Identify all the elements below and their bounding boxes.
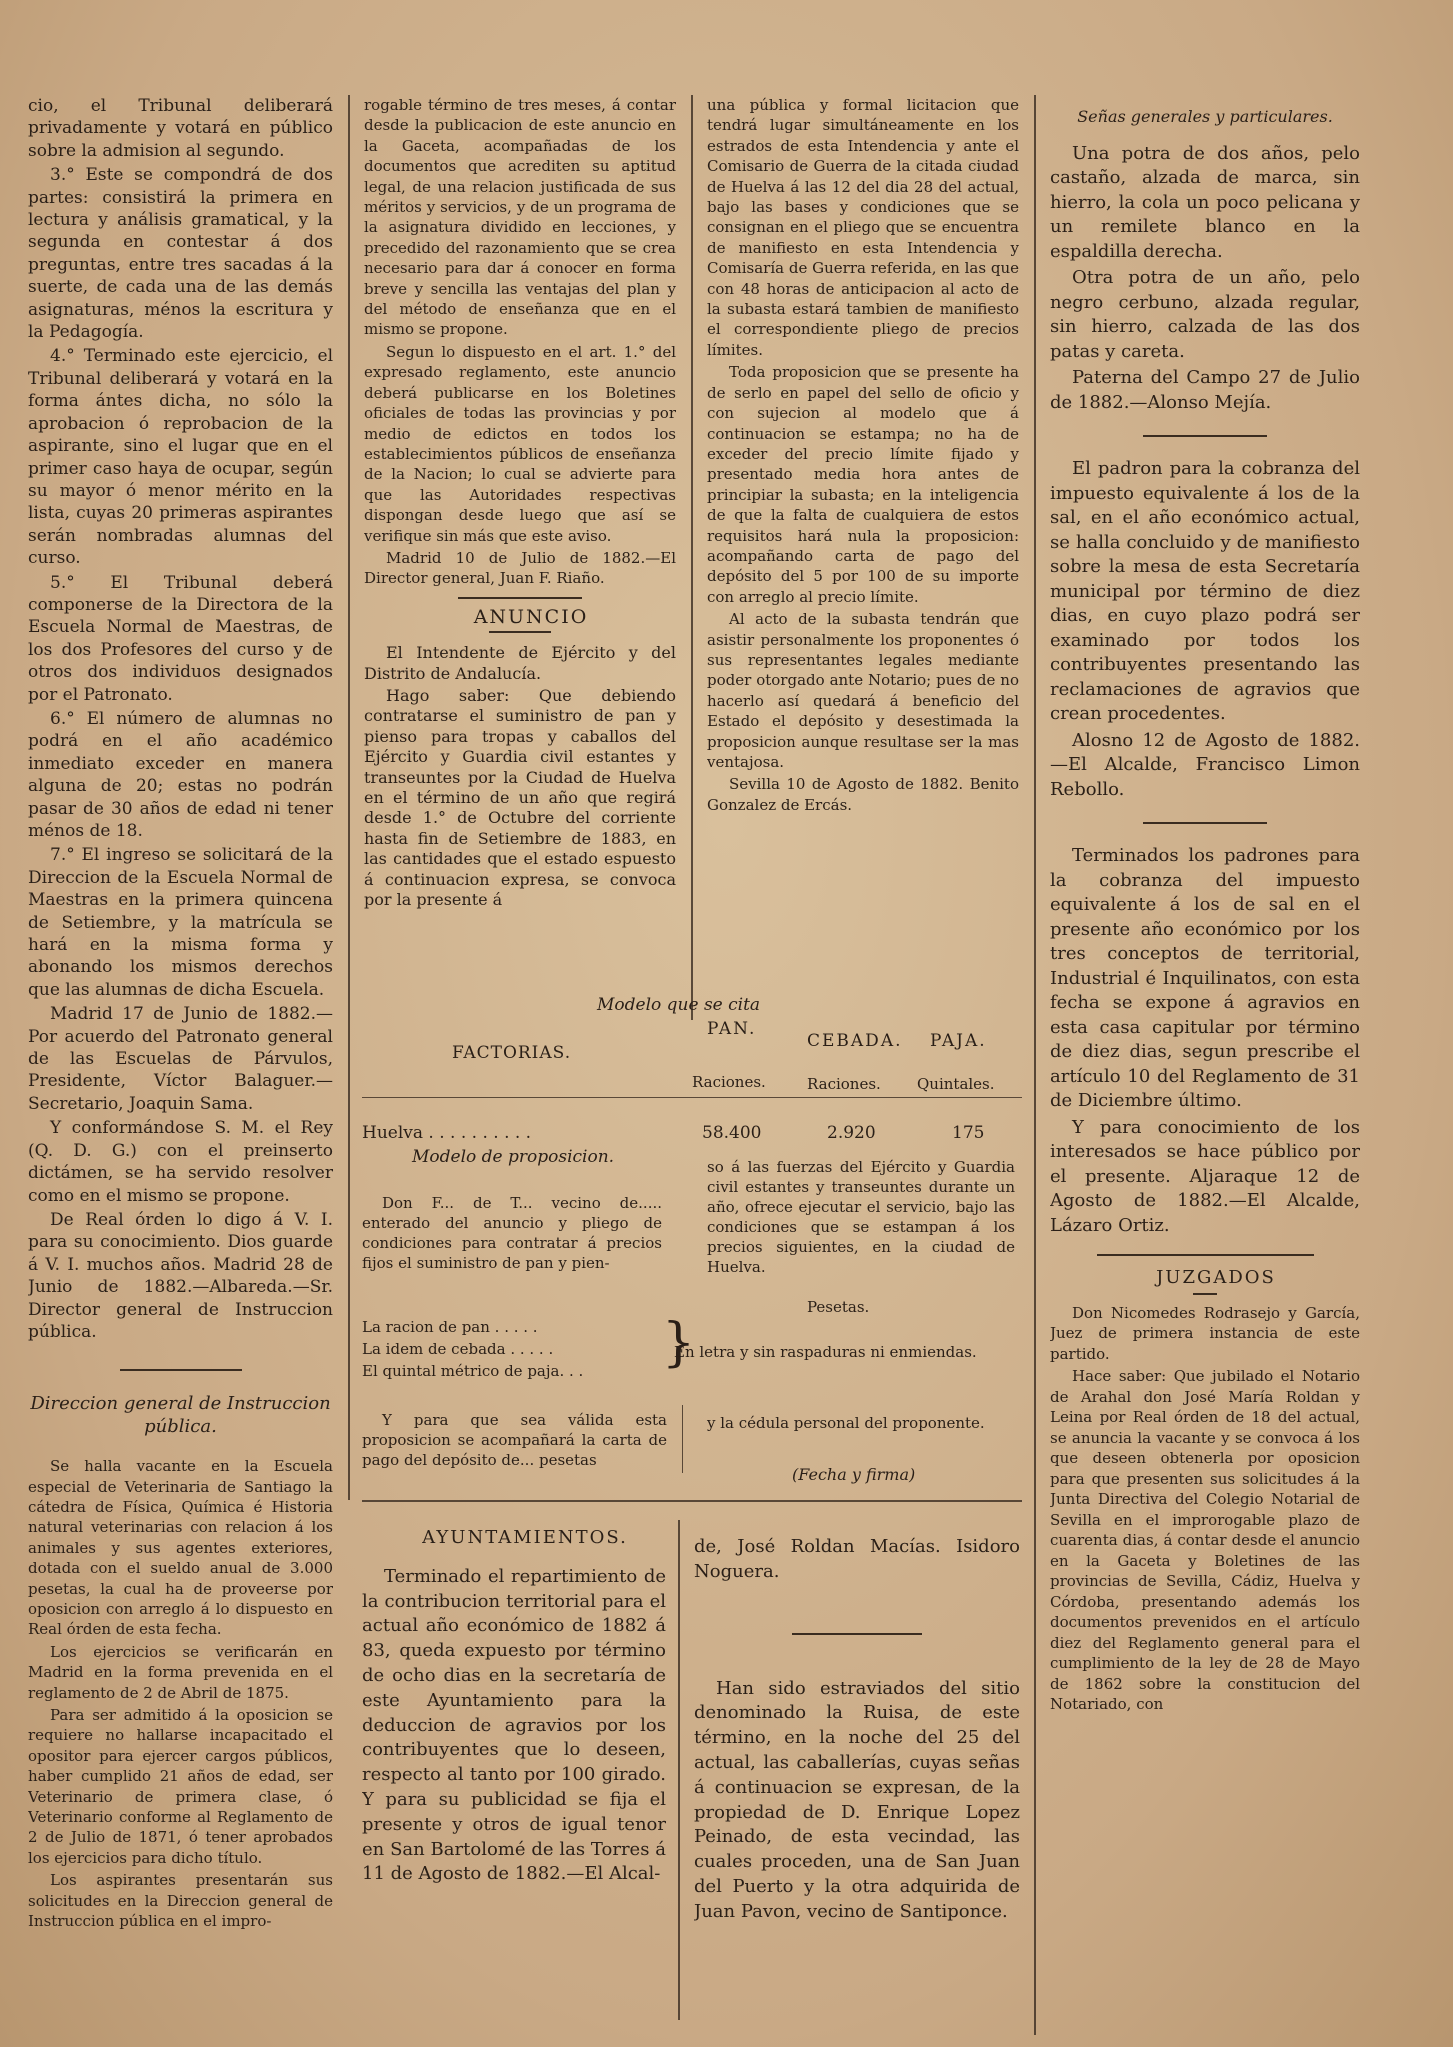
proposal-text-continued: so á las fuerzas del Ejército y Guardia civil estantes y transeuntes durante un año, ofrece ejecutar el servicio, bajo las condiciones que se estampan á los precios siguientes, en la ciudad de Huelva. — [707, 1158, 1015, 1276]
value-cebada: 2.920 — [827, 1123, 876, 1143]
separator — [1193, 1293, 1218, 1295]
paragraph: Para ser admitido á la oposicion se requiere no hallarse incapacitado el opositor para ejercer cargos públicos, haber cumplido 21 años de edad, ser Veterinario de primera clase, ó Veterinario conforme al Reglamento de 2 de Julio de 1871, ó tener aprobados los ejercicios para dicho título. — [28, 1706, 333, 1867]
paragraph: Sevilla 10 de Agosto de 1882. Benito Gonzalez de Ercás. — [707, 775, 1019, 814]
separator — [1097, 1254, 1314, 1256]
column-rule — [691, 95, 693, 1020]
ayuntamientos-column — [362, 1518, 666, 2023]
paragraph: Los ejercicios se verificarán en Madrid en la forma prevenida en el reglamento de 2 de Abril de 1875. — [28, 1642, 333, 1702]
paragraph: Al acto de la subasta tendrán que asistir personalmente los proponentes ó sus representantes legales mediante poder otorgado ante Notario; pues de no hacerlo así quedará á beneficio del Estado el depósito y desestimada la proposicion aunque resultase ser la mas ventajosa. — [707, 610, 1019, 771]
paragraph: 4.° Terminado este ejercicio, el Tribunal deliberará y votará en la forma ántes dicha, no sólo la aprobacion ó reprobacion de la aspirante, sino el lugar que en el primer caso haya de ocupar, según su mayor ó menor mérito en la lista, cuyas 20 primeras aspirantes serán nombradas alumnas del curso. — [28, 346, 333, 569]
paragraph: Una potra de dos años, pelo castaño, alzada de marca, sin hierro, la cola un poco pelicana y un remilete blanco en la espaldilla derecha. — [1050, 142, 1360, 262]
paragraph: Terminado el repartimiento de la contribucion territorial para el actual año económico de 1882 á 83, queda expuesto por término de ocho dias en la secretaría de este Ayuntamiento para la deduccion de agravios por los contribuyentes que lo deseen, respecto al tanto por 100 girado. Y para su publicidad se fija el presente y otros de igual tenor en San Bartolomé de las Torres á 11 de Agosto de 1882.—El Alcal- — [362, 1565, 666, 1885]
separator — [1143, 435, 1267, 437]
paragraph: Hace saber: Que jubilado el Notario de Arahal don José María Roldan y Leina por Real órden de 18 del actual, se anuncia la vacante y se convoca á los que deseen obtenerla por oposicion para que presenten sus solicitudes á la Junta Directiva del Colegio Notarial de Sevilla en el improrogable plazo de cuarenta dias, á contar desde el anuncio en la Gaceta y Boletines de las provincias de Sevilla, Cádiz, Huelva y Córdoba, presentando además los documentos prevenidos en el artículo diez del Reglamento general para el cumplimiento de la ley de 28 de Mayo de 1862 sobre la constitucion del Notariado, con — [1050, 1367, 1360, 1713]
proposal-text: Don F... de T... vecino de..... enterado del anuncio y pliego de condiciones para contratar á precios fijos el suministro de pan y pien- — [362, 1194, 662, 1272]
paragraph: Otra potra de un año, pelo negro cerbuno, alzada regular, sin hierro, calzada de las dos patas y careta. — [1050, 267, 1360, 362]
paragraph: cio, el Tribunal deliberará privadamente y votará en público sobre la admision al segundo. — [28, 96, 333, 161]
section-heading: ANUNCIO — [473, 605, 589, 628]
racion-pan: La racion de pan . . . . . — [362, 1318, 538, 1336]
paragraph: 5.° El Tribunal deberá componerse de la Directora de la Escuela Normal de Maestras, de los dos Profesores del curso y de otros dos individuos designados por el Patronato. — [28, 572, 333, 705]
header-paja: PAJA. — [930, 1031, 987, 1051]
column-rule — [1034, 95, 1036, 2035]
paragraph: Madrid 10 de Julio de 1882.—El Director general, Juan F. Riaño. — [364, 548, 676, 588]
model-title: Modelo que se cita — [597, 995, 761, 1015]
paragraph: de, José Roldan Macías. Isidoro Noguera. — [694, 1536, 1020, 1582]
section-heading: Direccion general de Instruccion pública. — [30, 1393, 331, 1437]
en-letra-note: En letra y sin raspaduras ni enmiendas. — [674, 1343, 977, 1361]
paragraph: 7.° El ingreso se solicitará de la Direccion de la Escuela Normal de Maestras en la primera quincena de Setiembre, y la matrícula se hará en la misma forma y abonando los mismos derechos que las alumnas de dicha Escuela. — [28, 845, 333, 1000]
paragraph: Se halla vacante en la Escuela especial de Veterinaria de Santiago la cátedra de Física, Química é Historia natural veterinarias con relacion á los animales y sus agentes exteriores, dotada con el sueldo anual de 3.000 pesetas, la cual ha de proveerse por oposicion con arreglo á lo dispuesto en Real órden de esta fecha. — [28, 1457, 333, 1639]
date-signature: (Fecha y firma) — [792, 1465, 916, 1484]
cedula-text: y la cédula personal del proponente. — [707, 1414, 985, 1432]
separator — [1143, 822, 1267, 824]
paragraph: Toda proposicion que se presente ha de serlo en papel del sello de oficio y con sujecion al modelo que á continuacion se estampa; no ha de exceder del precio límite fijado y presentado media hora antes de principiar la subasta; en la inteligencia de que la falta de cualquiera de estos requisitos hará nula la proposicion: acompañando carta de pago del depósito del 5 por 100 de su importe con arreglo al precio límite. — [707, 363, 1019, 606]
paragraph: 3.° Este se compondrá de dos partes: consistirá la primera en lectura y análisis gramatical, y la segunda en contestar á dos preguntas, entre tres sacadas á la suerte, de cada una de las demás asignaturas, ménos la escritura y la Pedagogía. — [28, 165, 333, 343]
row-huelva: Huelva . . . . . . . . . . — [362, 1123, 532, 1143]
paragraph: Hago saber: Que debiendo contratarse el suministro de pan y pienso para tropas y caballos del Ejército y Guardia civil estantes y transeuntes por la Ciudad de Huelva en el término de un año que regirá desde 1.° de Octubre del corriente hasta fin de Setiembre de 1883, en las cantidades que el estado espuesto á continuacion expresa, se convoca por la presente á — [364, 685, 676, 910]
paragraph: El Intendente de Ejército y del Distrito de Andalucía. — [364, 643, 676, 683]
header-cebada: CEBADA. — [807, 1031, 903, 1051]
brace: } — [662, 1313, 696, 1373]
subheader-raciones: Raciones. — [807, 1075, 881, 1093]
section-heading: Señas generales y particulares. — [1077, 107, 1333, 126]
paragraph: Madrid 17 de Junio de 1882.—Por acuerdo del Patronato general de las Escuelas de Párvulos, Presidente, Víctor Balaguer.—Secretario, Joaquin Sama. — [28, 1004, 333, 1114]
paragraph: 6.° El número de alumnas no podrá en el año académico inmediato exceder en manera alguna de 20; estas no podrán pasar de 30 años de edad ni tener ménos de 18. — [28, 708, 333, 841]
pesetas-label: Pesetas. — [807, 1298, 870, 1316]
paragraph: Alosno 12 de Agosto de 1882.—El Alcalde, Francisco Limon Rebollo. — [1050, 729, 1360, 800]
column-3 — [707, 95, 1019, 1000]
model-table — [362, 995, 1022, 1495]
separator — [792, 1633, 922, 1635]
paragraph: Han sido estraviados del sitio denominado la Ruisa, de este término, en la noche del 25 del actual, las caballerías, cuyas señas á continuacion se expresan, de la propiedad de D. Enrique Lopez Peinado, de esta vecindad, las cuales proceden, una de San Juan del Puerto y la otra adquirida de Juan Pavon, vecino de Santiponce. — [694, 1677, 1020, 1922]
paragraph: El padron para la cobranza del impuesto equivalente á los de la sal, en el año económico actual, se halla concluido y de manifiesto sobre la mesa de esta Secretaría municipal por término de diez dias, en cuyo plazo podrá ser examinado por todos los contribuyentes presentando las reclamaciones de agravios que crean procedentes. — [1050, 458, 1360, 724]
paragraph: De Real órden lo digo á V. I. para su conocimiento. Dios guarde á V. I. muchos años. Madrid 28 de Junio de 1882.—Albareda.—Sr. Director general de Instruccion pública. — [28, 1209, 333, 1342]
paragraph: rogable término de tres meses, á contar desde la publicacion de este anuncio en la Gaceta, acompañadas de los documentos que acrediten su aptitud legal, de una relacion justificada de sus méritos y servicios, y de un programa de la asignatura dividido en lecciones, y precedido del razonamiento que se crea necesario para dar á conocer en forma breve y sencilla las ventajas del plan y del método de enseñanza que en el mismo se propone. — [364, 96, 676, 339]
header-factorias: FACTORIAS. — [452, 1043, 572, 1063]
paragraph: Y para conocimiento de los interesados se hace público por el presente. Aljaraque 12 de Agosto de 1882.—El Alcalde, Lázaro Ortiz. — [1050, 1116, 1360, 1236]
header-pan: PAN. — [707, 1019, 757, 1039]
paragraph: Segun lo dispuesto en el art. 1.° del expresado reglamento, este anuncio deberá publicarse en los Boletines oficiales de todas las provincias y por medio de edictos en todos los establecimientos públicos de enseñanza de la Nacion; lo cual se advierte para que las Autoridades respectivas dispongan desde luego que así se verifique sin más que este aviso. — [364, 342, 676, 545]
separator — [458, 597, 583, 599]
paragraph: Don Nicomedes Rodrasejo y García, Juez de primera instancia de este partido. — [1050, 1303, 1360, 1363]
quintal-paja: El quintal métrico de paja. . . — [362, 1362, 584, 1380]
value-pan: 58.400 — [702, 1123, 762, 1143]
paragraph: Paterna del Campo 27 de Julio de 1882.—Alonso Mejía. — [1050, 367, 1360, 413]
column-rule — [678, 1520, 680, 2020]
separator — [489, 631, 551, 633]
validity-text: Y para que sea válida esta proposicion se acompañará la carta de pago del depósito de... pesetas — [362, 1411, 667, 1469]
racion-cebada: La idem de cebada . . . . . — [362, 1340, 554, 1358]
proposal-title: Modelo de proposicion. — [412, 1147, 615, 1167]
section-heading: JUZGADOS — [1156, 1267, 1276, 1288]
paragraph: Terminados los padrones para la cobranza del impuesto equivalente á los de sal en el presente año económico por los tres conceptos de territorial, Industrial é Inquilinatos, con esta fecha se expone á agravios en esta casa capitular por término de diez dias, segun prescribe el artículo 10 del Reglamento de 31 de Diciembre último. — [1050, 845, 1360, 1111]
value-paja: 175 — [952, 1123, 985, 1143]
table-rule — [362, 1097, 1022, 1098]
column-rule — [348, 95, 350, 1500]
paragraph: una pública y formal licitacion que tendrá lugar simultáneamente en los estrados de esta Intendencia y ante el Comisario de Guerra de la citada ciudad de Huelva á las 12 del dia 28 del actual, bajo las bases y condiciones que se consignan en el pliego que se encuentra de manifiesto en esta Intendencia y Comisaría de Guerra referida, en las que con 48 horas de anticipacion al acto de la subasta estará tambien de manifiesto el correspondiente pliego de precios límites. — [707, 96, 1019, 359]
section-heading: AYUNTAMIENTOS. — [422, 1527, 628, 1548]
section-rule — [362, 1500, 1022, 1502]
subheader-quintales: Quintales. — [917, 1075, 995, 1093]
paragraph: Y conformándose S. M. el Rey (Q. D. G.) con el preinserto dictámen, se ha servido resolver como en el mismo se propone. — [28, 1118, 333, 1206]
separator — [120, 1369, 242, 1371]
column-2 — [364, 95, 676, 1000]
column-4 — [1050, 105, 1360, 2035]
ayuntamientos-continued — [694, 1535, 1020, 2025]
column-1 — [28, 95, 333, 2025]
subheader-raciones: Raciones. — [692, 1073, 766, 1091]
table-rule — [682, 1405, 683, 1473]
paragraph: Los aspirantes presentarán sus solicitudes en la Direccion general de Instruccion pública en el impro- — [28, 1871, 333, 1931]
